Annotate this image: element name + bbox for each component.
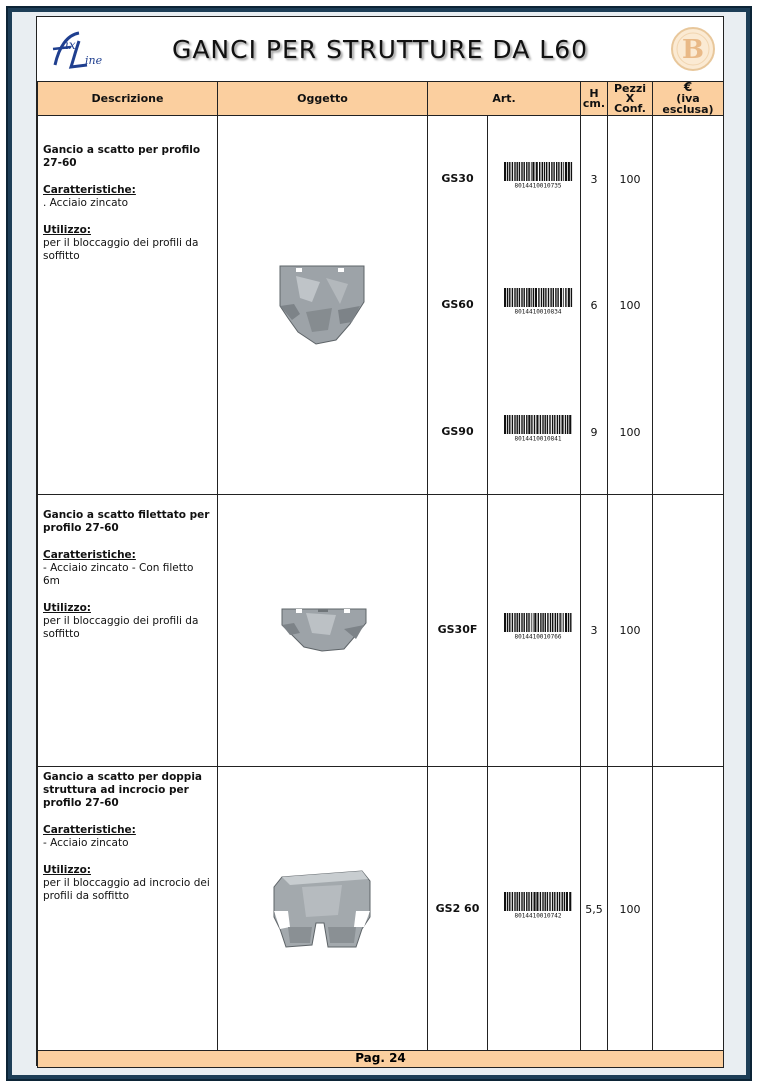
- use-text: per il bloccaggio dei profili da soffitto: [43, 615, 199, 640]
- pieces-value: 100: [619, 426, 641, 439]
- height-cell: [581, 767, 608, 1051]
- barcode-cell: [488, 495, 581, 767]
- col-pieces: [608, 82, 653, 116]
- product-image-cell: [218, 495, 428, 767]
- price-cell: [653, 116, 724, 495]
- barcode-icon: [502, 892, 574, 918]
- article-code: GS2 60: [435, 902, 480, 915]
- col-pieces-label-3: Conf.: [614, 101, 646, 115]
- article-code-cell: [428, 767, 488, 1051]
- pieces-cell: [608, 116, 653, 495]
- table-header-row: [38, 82, 724, 116]
- features-text: - Acciaio zincato - Con filetto 6m: [43, 562, 194, 587]
- use-label: Utilizzo:: [43, 602, 91, 614]
- col-pieces-label-1: Pezzi: [613, 81, 647, 95]
- svg-text:B: B: [682, 35, 704, 65]
- svg-text:ix: ix: [65, 38, 76, 52]
- barcode-digits: 8014410010766: [514, 633, 562, 639]
- height-value: 3: [590, 624, 598, 637]
- barcode-digits: 8014410010742: [514, 912, 562, 918]
- col-price-note: (iva esclusa): [662, 92, 714, 116]
- article-code-cell: [428, 495, 488, 767]
- product-description: [38, 495, 218, 767]
- product-name: Gancio a scatto per profilo 27-60: [43, 144, 201, 169]
- pieces-cell: [608, 495, 653, 767]
- pieces-value: 100: [619, 903, 641, 916]
- col-descrizione: Descrizione: [38, 82, 218, 116]
- barcode-digits: 8014410010834: [514, 308, 562, 314]
- features-label: Caratteristiche:: [43, 824, 136, 836]
- hook-gs30f-image: [278, 605, 370, 653]
- product-image-cell: [218, 767, 428, 1051]
- page-title: GANCI PER STRUTTURE DA L60: [171, 35, 589, 64]
- product-row: [38, 767, 724, 1051]
- hook-gs260-image: [272, 867, 374, 951]
- pieces-value: 100: [619, 173, 641, 186]
- height-cell: [581, 116, 608, 495]
- article-code-cell: [428, 116, 488, 495]
- height-value: 5,5: [585, 903, 603, 916]
- product-name: Gancio a scatto per doppia struttura ad incrocio per profilo 27-60: [43, 771, 202, 809]
- barcode-icon: [502, 162, 574, 188]
- barcode-digits: 8014410010841: [514, 435, 562, 441]
- col-height: [581, 82, 608, 116]
- euro-symbol: €: [683, 80, 693, 94]
- col-pieces-label-2: X: [625, 91, 635, 105]
- product-row: [38, 116, 724, 495]
- barcode-icon: [502, 415, 574, 441]
- pieces-cell: [608, 767, 653, 1051]
- barcode-icon: [502, 288, 574, 314]
- product-name: Gancio a scatto filettato per profilo 27-60: [43, 509, 210, 534]
- pieces-value: 100: [619, 624, 641, 637]
- product-description: [38, 767, 218, 1051]
- catalog-page: [36, 16, 724, 1066]
- price-cell: [653, 767, 724, 1051]
- pieces-value: 100: [619, 299, 641, 312]
- product-table: [37, 81, 724, 1068]
- use-label: Utilizzo:: [43, 864, 91, 876]
- page-number: Pag. 24: [38, 1051, 724, 1068]
- article-code: GS90: [441, 425, 474, 438]
- col-height-label: H: [589, 86, 599, 100]
- page-header: [37, 17, 723, 82]
- footer-row: [38, 1051, 724, 1068]
- col-price: [653, 82, 724, 116]
- article-code: GS60: [441, 298, 474, 311]
- product-image-cell: [218, 116, 428, 495]
- barcode-icon: [502, 613, 574, 639]
- product-description: [38, 116, 218, 495]
- features-text: - Acciaio zincato: [43, 837, 129, 849]
- price-cell: [653, 495, 724, 767]
- height-value: 3: [590, 173, 598, 186]
- article-code: GS30: [441, 172, 474, 185]
- features-label: Caratteristiche:: [43, 184, 136, 196]
- use-text: per il bloccaggio dei profili da soffitto: [43, 237, 199, 262]
- product-row: [38, 495, 724, 767]
- article-code: GS30F: [437, 623, 478, 636]
- features-label: Caratteristiche:: [43, 549, 136, 561]
- barcode-cell: [488, 767, 581, 1051]
- features-text: . Acciaio zincato: [43, 197, 129, 209]
- brand-badge-icon: [669, 25, 717, 73]
- svg-text:ine: ine: [85, 54, 103, 67]
- col-height-unit: cm.: [582, 96, 606, 110]
- col-oggetto: Oggetto: [218, 82, 428, 116]
- hook-gs-image: [276, 262, 368, 348]
- barcode-digits: 8014410010735: [514, 182, 562, 188]
- height-cell: [581, 495, 608, 767]
- barcode-cell: [488, 116, 581, 495]
- col-art: Art.: [428, 82, 581, 116]
- height-value: 6: [590, 299, 598, 312]
- height-value: 9: [590, 426, 598, 439]
- use-text: per il bloccaggio ad incrocio dei profili da soffitto: [43, 877, 210, 902]
- use-label: Utilizzo:: [43, 224, 91, 236]
